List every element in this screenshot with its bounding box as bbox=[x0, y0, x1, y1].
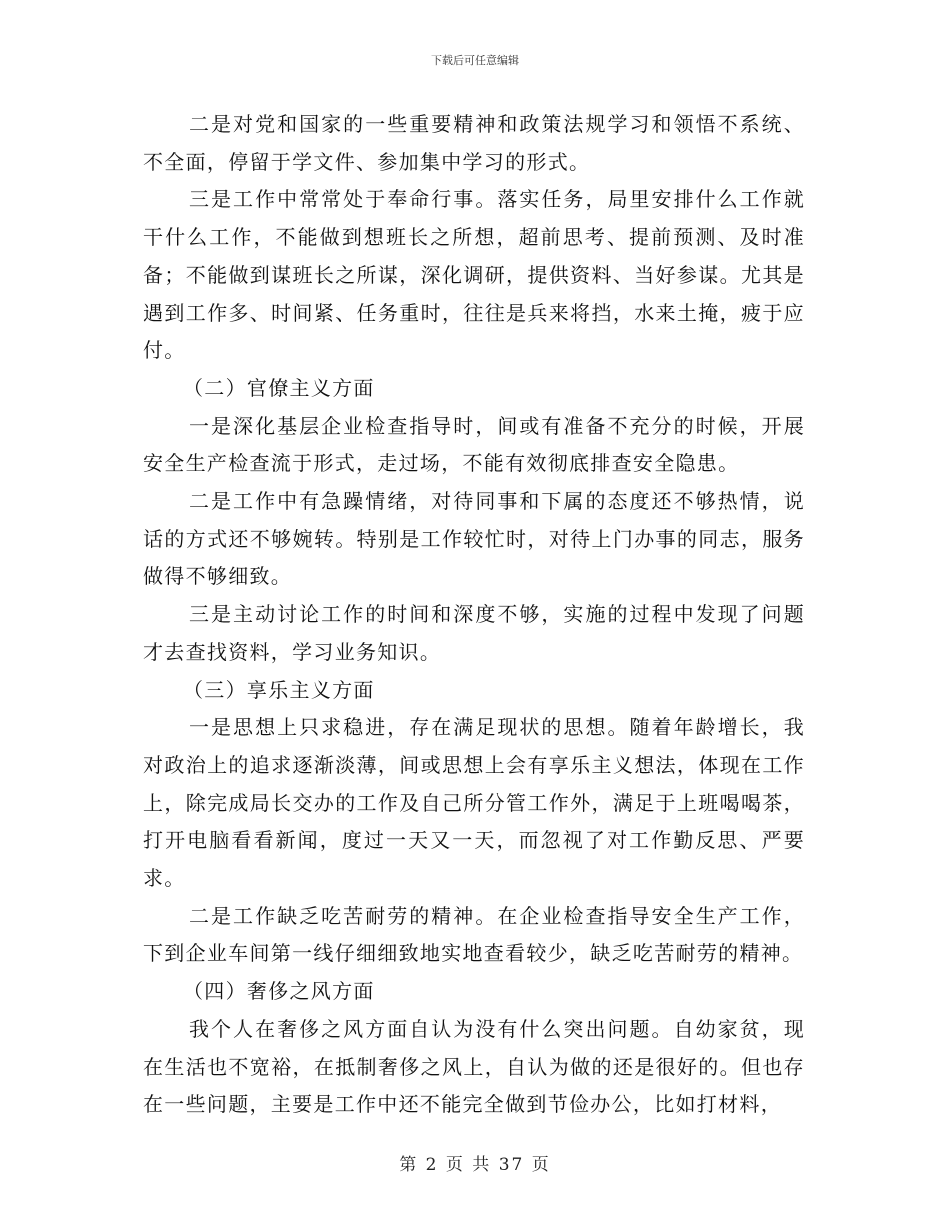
document-body bbox=[143, 106, 805, 1124]
paragraph-5: 三是主动讨论工作的时间和深度不够，实施的过程中发现了问题才去查找资料，学习业务知识。 bbox=[143, 602, 805, 664]
section-heading-3: （三）享乐主义方面 bbox=[183, 677, 375, 702]
paragraph-7: 二是工作缺乏吃苦耐劳的精神。在企业检查指导安全生产工作，下到企业车间第一线仔细细致地实地查看较少，缺乏吃苦耐劳的精神。 bbox=[143, 903, 805, 966]
paragraph-4: 二是工作中有急躁情绪，对待同事和下属的态度还不够热情，说话的方式还不够婉转。特别是工作较忙时，对待上门办事的同志，服务做得不够细致。 bbox=[143, 489, 805, 589]
paragraph-2: 三是工作中常常处于奉命行事。落实任务，局里安排什么工作就干什么工作，不能做到想班长之所想，超前思考、提前预测、及时准备；不能做到谋班长之所谋，深化调研，提供资料、当好参谋。尤其是遇到工作多、时间紧、任务重时，往往是兵来将挡，水来土掩，疲于应付。 bbox=[143, 187, 805, 363]
paragraph-8: 我个人在奢侈之风方面自认为没有什么突出问题。自幼家贫，现在生活也不宽裕，在抵制奢侈之风上，自认为做的还是很好的。但也存在一些问题，主要是工作中还不能完全做到节俭办公，比如打材料， bbox=[143, 1016, 805, 1117]
paragraph-3: 一是深化基层企业检查指导时，间或有准备不充分的时候，开展安全生产检查流于形式，走过场，不能有效彻底排查安全隐患。 bbox=[143, 413, 805, 476]
paragraph-6: 一是思想上只求稳进，存在满足现状的思想。随着年龄增长，我对政治上的追求逐渐淡薄，间或思想上会有享乐主义想法，体现在工作上，除完成局长交办的工作及自己所分管工作外，满足于上班喝喝茶，打开电脑看看新闻，度过一天又一天，而忽视了对工作勤反思、严要求。 bbox=[143, 715, 805, 891]
paragraph-1: 二是对党和国家的一些重要精神和政策法规学习和领悟不系统、不全面，停留于学文件、参加集中学习的形式。 bbox=[143, 112, 805, 174]
page-header-note: 下载后可任意编辑 bbox=[431, 54, 519, 67]
section-heading-2: （二）官僚主义方面 bbox=[183, 375, 375, 400]
section-heading-4: （四）奢侈之风方面 bbox=[183, 979, 375, 1004]
page-number-footer: 第 2 页 共 37 页 bbox=[399, 1155, 551, 1175]
